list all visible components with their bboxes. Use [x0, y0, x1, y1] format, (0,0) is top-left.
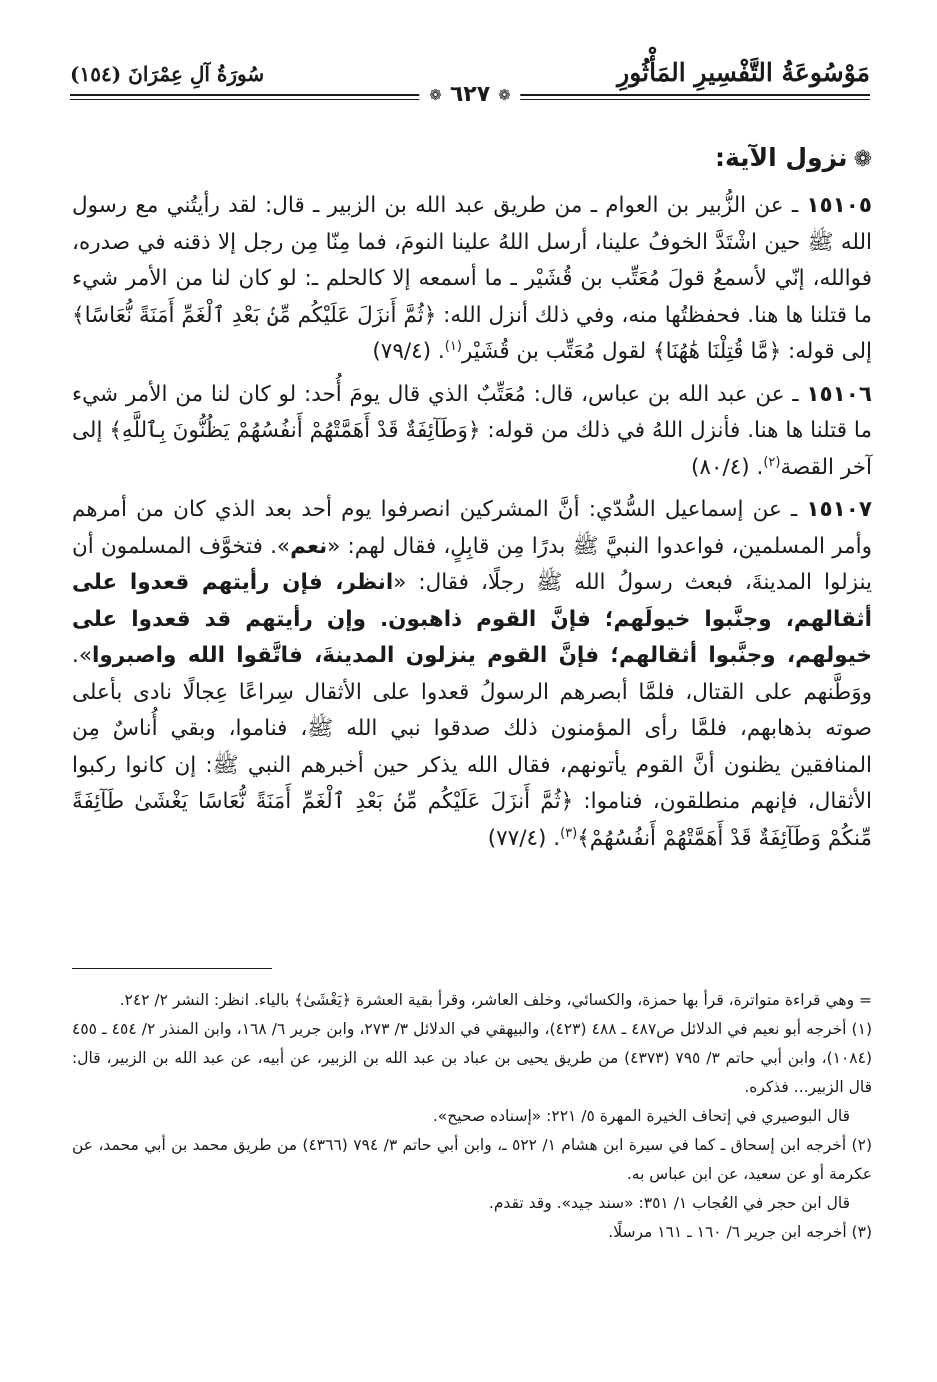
footnote-separator — [72, 968, 272, 969]
entry-reference: . (٧٧/٤) — [487, 825, 561, 851]
surah-title: سُورَةُ آلِ عِمْرَانَ (١٥٤) — [70, 62, 265, 86]
footnote: قال ابن حجر في العُجاب ١/ ٣٥١: «سند جيد». وقد تقدم. — [488, 1194, 850, 1212]
entry-text: ـ عن إسماعيل السُّدّي: أنَّ المشركين انصرفوا يوم أحد بعد الذي كان من أمرهم وأمر المسلمين، فواعدوا النبيَّ ﷺ بدرًا مِن قابِلٍ، فقال لهم: « — [72, 497, 872, 559]
section-heading — [72, 138, 872, 180]
page-body — [72, 138, 872, 857]
entry-number: ١٥١٠٥ — [806, 193, 872, 218]
flower-icon: ❁ — [853, 147, 872, 172]
entry-text: ». ووَطَّنهم على القتال، فلمَّا أبصرهم الرسولُ قعدوا على الأثقال سِراعًا عِجالًا نادى بأعلى صوته بذهابهم، فلمَّا رأى المؤمنون ذلك صدقوا نبي الله ﷺ، فناموا، وبقي أُناسٌ مِن المنافقين يظنون أنَّ القوم يأتونهم، فقال الله يذكر حين أخبرهم النبي ﷺ: إن كانوا ركبوا الأثقال، فإنهم منطلقون، فناموا: ﴿ثُمَّ أَنزَلَ عَلَيْكُم مِّنۢ بَعْدِ ٱلْغَمِّ أَمَنَةً نُّعَاسًا يَغْشَىٰ طَآئِفَةً مِّنكُمْ وَطَآئِفَةٌ قَدْ أَهَمَّتْهُمْ أَنفُسُهُمْ﴾ — [72, 643, 872, 851]
footnote: قال البوصيري في إتحاف الخيرة المهرة ٥/ ٢٢١: «إسناده صحيح». — [432, 1107, 850, 1125]
entry-reference: . (٧٩/٤) — [372, 339, 445, 364]
footnote: (١) أخرجه أبو نعيم في الدلائل ص٤٨٧ ـ ٤٨٨ (٤٢٣)، والبيهقي في الدلائل ٣/ ٢٧٣، وابن جرير ٦/ ١٦٨، وابن المنذر ٢/ ٤٥٤ ـ ٤٥٥ (١٠٨٤)، وابن أبي حاتم ٣/ ٧٩٥ (٤٣٧٣) من طريق يحيى بن عباد بن عبد الله بن الزبير، عن أبيه، عن عبد الله بن الزبير، قال: قال الزبير... فذكره. — [72, 1020, 872, 1096]
footnote-marker: (٢) — [763, 454, 781, 470]
entry-15106 — [72, 377, 872, 487]
section-title: نزول الآية: — [714, 143, 848, 172]
footnote: = وهي قراءة متواترة، قرأ بها حمزة، والكسائي، وخلف العاشر، وقرأ بقية العشرة ﴿يَغْشَىٰ﴾ بالياء. انظر: النشر ٢/ ٢٤٢. — [119, 991, 872, 1009]
entry-text: ـ عن عبد الله بن عباس، قال: مُعَتِّبٌ الذي قال يومَ أُحد: لو كان لنا من الأمر شيء ما قتلنا ها هنا. فأنزل اللهُ في ذلك من قوله: ﴿وَطَآئِفَةٌ قَدْ أَهَمَّتْهُمْ أَنفُسُهُمْ يَظُنُّونَ بِٱللَّهِ﴾ إلى آخر القصة — [72, 381, 872, 480]
running-header — [70, 52, 870, 112]
prophet-quote: نعم — [290, 533, 328, 559]
entry-number: ١٥١٠٦ — [806, 381, 872, 407]
prophet-quote: انظر، فإن رأيتهم قعدوا على أثقالهم، وجنَّبوا خيولَهم؛ فإنَّ القوم ذاهبون. وإن رأيتهم قد قعدوا على خيولهم، وجنَّبوا أثقالهم؛ فإنَّ القوم ينزلون المدينةَ، فاتَّقوا الله واصبروا — [72, 570, 872, 668]
entry-text: ـ عن الزُّبير بن العوام ـ من طريق عبد الله بن الزبير ـ قال: لقد رأيتُني مع رسول الله ﷺ حين اشْتَدَّ الخوفُ علينا، أرسل اللهُ علينا النومَ، فما مِنّا مِن رجل إلا ذقنه في صدره، فوالله، إنّي لأسمعُ قولَ مُعَتِّب بن قُشَيْر ـ ما أسمعه إلا كالحلم ـ: لو كان لنا من الأمر شيء ما قتلنا ها هنا. فحفظتُها منه، وفي ذلك أنزل الله: ﴿ثُمَّ أَنزَلَ عَلَيْكُم مِّنۢ بَعْدِ ٱلْغَمِّ أَمَنَةً نُّعَاسًا﴾ إلى قوله: ﴿مَّا قُتِلْنَا هَٰهُنَا﴾ لقول مُعَتِّب بن قُشَيْر — [72, 193, 872, 364]
footnotes — [72, 986, 872, 1247]
ornament-icon: ❁ — [429, 85, 442, 104]
entry-text: ». فتخوَّف المسلمون أن ينزلوا المدينةَ، فبعث رسولُ الله ﷺ رجلًا، فقال: « — [72, 533, 872, 595]
page-number: ٦٢٧ — [449, 82, 491, 107]
entry-15107 — [72, 492, 872, 857]
footnote: (٣) أخرجه ابن جرير ٦/ ١٦٠ ـ ١٦١ مرسلًا. — [608, 1223, 872, 1241]
entry-15105 — [72, 188, 872, 371]
page-number-block — [419, 82, 520, 107]
book-title: مَوْسُوعَةُ التَّفْسِيرِ المَأْثُورِ — [617, 58, 870, 87]
entry-number: ١٥١٠٧ — [806, 497, 872, 522]
footnote-marker: (٣) — [560, 825, 578, 841]
entry-reference: . (٨٠/٤) — [690, 454, 764, 480]
ornament-icon: ❁ — [498, 85, 511, 104]
footnote-marker: (١) — [444, 338, 462, 354]
footnote: (٢) أخرجه ابن إسحاق ـ كما في سيرة ابن هشام ١/ ٥٢٢ ـ، وابن أبي حاتم ٣/ ٧٩٤ (٤٣٦٦) من طريق محمد بن أبي محمد، عن عكرمة أو عن سعيد، عن ابن عباس به. — [72, 1136, 872, 1183]
